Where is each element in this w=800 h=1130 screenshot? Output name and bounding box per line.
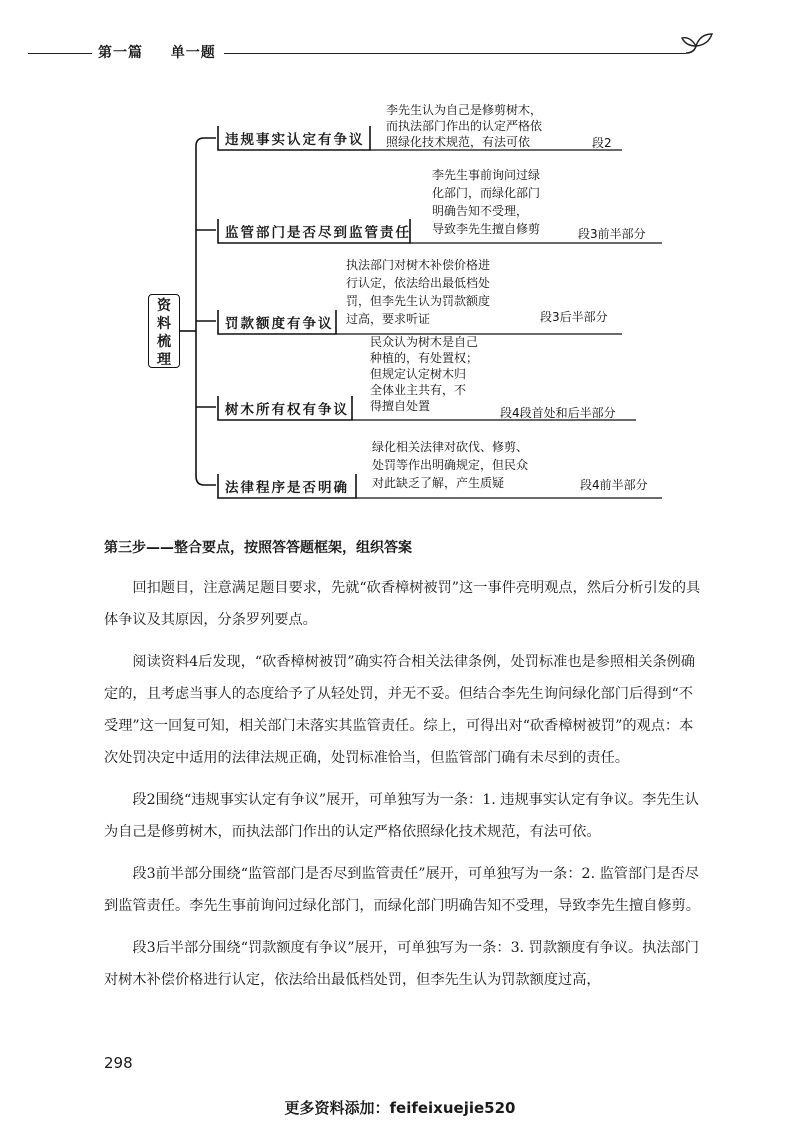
branch-detail: 执法部门对树木补偿价格进 行认定，依法给出最低档处 罚，但李先生认为罚款额度 过高，要求听证	[346, 258, 491, 326]
header-title	[92, 42, 222, 62]
mindmap-root: 资 料 梳 理	[148, 294, 180, 368]
branch-detail: 绿化相关法律对砍伐、修剪、 处罚等作出明确规定，但民众 对此缺乏了解，产生质疑	[372, 440, 529, 490]
page-number: 298	[104, 1054, 133, 1072]
header-section: 第一篇	[98, 45, 143, 61]
branch-detail: 李先生认为自己是修剪树木， 而执法部门作出的认定严格依 照绿化技术规范，有法可依	[386, 103, 543, 149]
branch-detail: 民众认为树木是自己 种植的，有处置权； 但规定认定树木归 全体业主共有，不 得擅自处置	[370, 335, 479, 413]
branch-detail: 李先生事前询问过绿 化部门，而绿化部门 明确告知不受理， 导致李先生擅自修剪	[432, 168, 541, 236]
header-subsection: 单一题	[170, 45, 216, 61]
branch-ref: 段2	[592, 136, 612, 150]
header-rule-left	[28, 53, 98, 54]
branch-ref: 段4段首处和后半部分	[500, 406, 616, 420]
branch-label: 罚款额度有争议	[225, 316, 334, 332]
material-mindmap	[0, 80, 800, 520]
branch-ref: 段3前半部分	[578, 227, 646, 241]
branch-ref: 段3后半部分	[540, 310, 608, 324]
step-heading: 第三步——整合要点，按照答答题框架，组织答案	[104, 540, 412, 556]
paragraph: 段2围绕“违规事实认定有争议”展开，可单独写为一条：1. 违规事实认定有争议。李先生认为自己是修剪树木，而执法部门作出的认定严格依照绿化技术规范，有法可依。	[104, 792, 699, 840]
paragraph: 阅读资料4后发现，“砍香樟树被罚”确实符合相关法律条例，处罚标准也是参照相关条例确定的，且考虑当事人的态度给予了从轻处罚，并无不妥。但结合李先生询问绿化部门后得到“不受理”这一回复可知，相关部门未落实其监管责任。综上，可得出对“砍香樟树被罚”的观点：本次处罚决定中适用的法律法规正确，处罚标准恰当，但监管部门确有未尽到的责任。	[104, 654, 696, 766]
sprout-icon	[676, 30, 720, 66]
branch-ref: 段4前半部分	[580, 478, 648, 492]
header-rule-right	[224, 53, 686, 54]
branch-label: 法律程序是否明确	[225, 480, 349, 496]
branch-label: 违规事实认定有争议	[225, 132, 365, 148]
paragraph: 段3后半部分围绕“罚款额度有争议”展开，可单独写为一条：3. 罚款额度有争议。执法部门对树木补偿价格进行认定，依法给出最低档处罚，但李先生认为罚款额度过高，	[104, 940, 699, 988]
body-content	[104, 532, 704, 1006]
watermark-text: 更多资料添加：feifeixuejie520	[284, 1099, 516, 1117]
branch-label: 监管部门是否尽到监管责任	[225, 225, 411, 241]
paragraph: 回扣题目，注意满足题目要求，先就“砍香樟树被罚”这一事件亮明观点，然后分析引发的具体争议及其原因，分条罗列要点。	[104, 580, 701, 628]
page-header	[0, 30, 800, 70]
paragraph: 段3前半部分围绕“监管部门是否尽到监管责任”展开，可单独写为一条：2. 监管部门是否尽到监管责任。李先生事前询问过绿化部门，而绿化部门明确告知不受理，导致李先生擅自修剪。	[104, 866, 700, 914]
branch-label: 树木所有权有争议	[225, 402, 349, 418]
